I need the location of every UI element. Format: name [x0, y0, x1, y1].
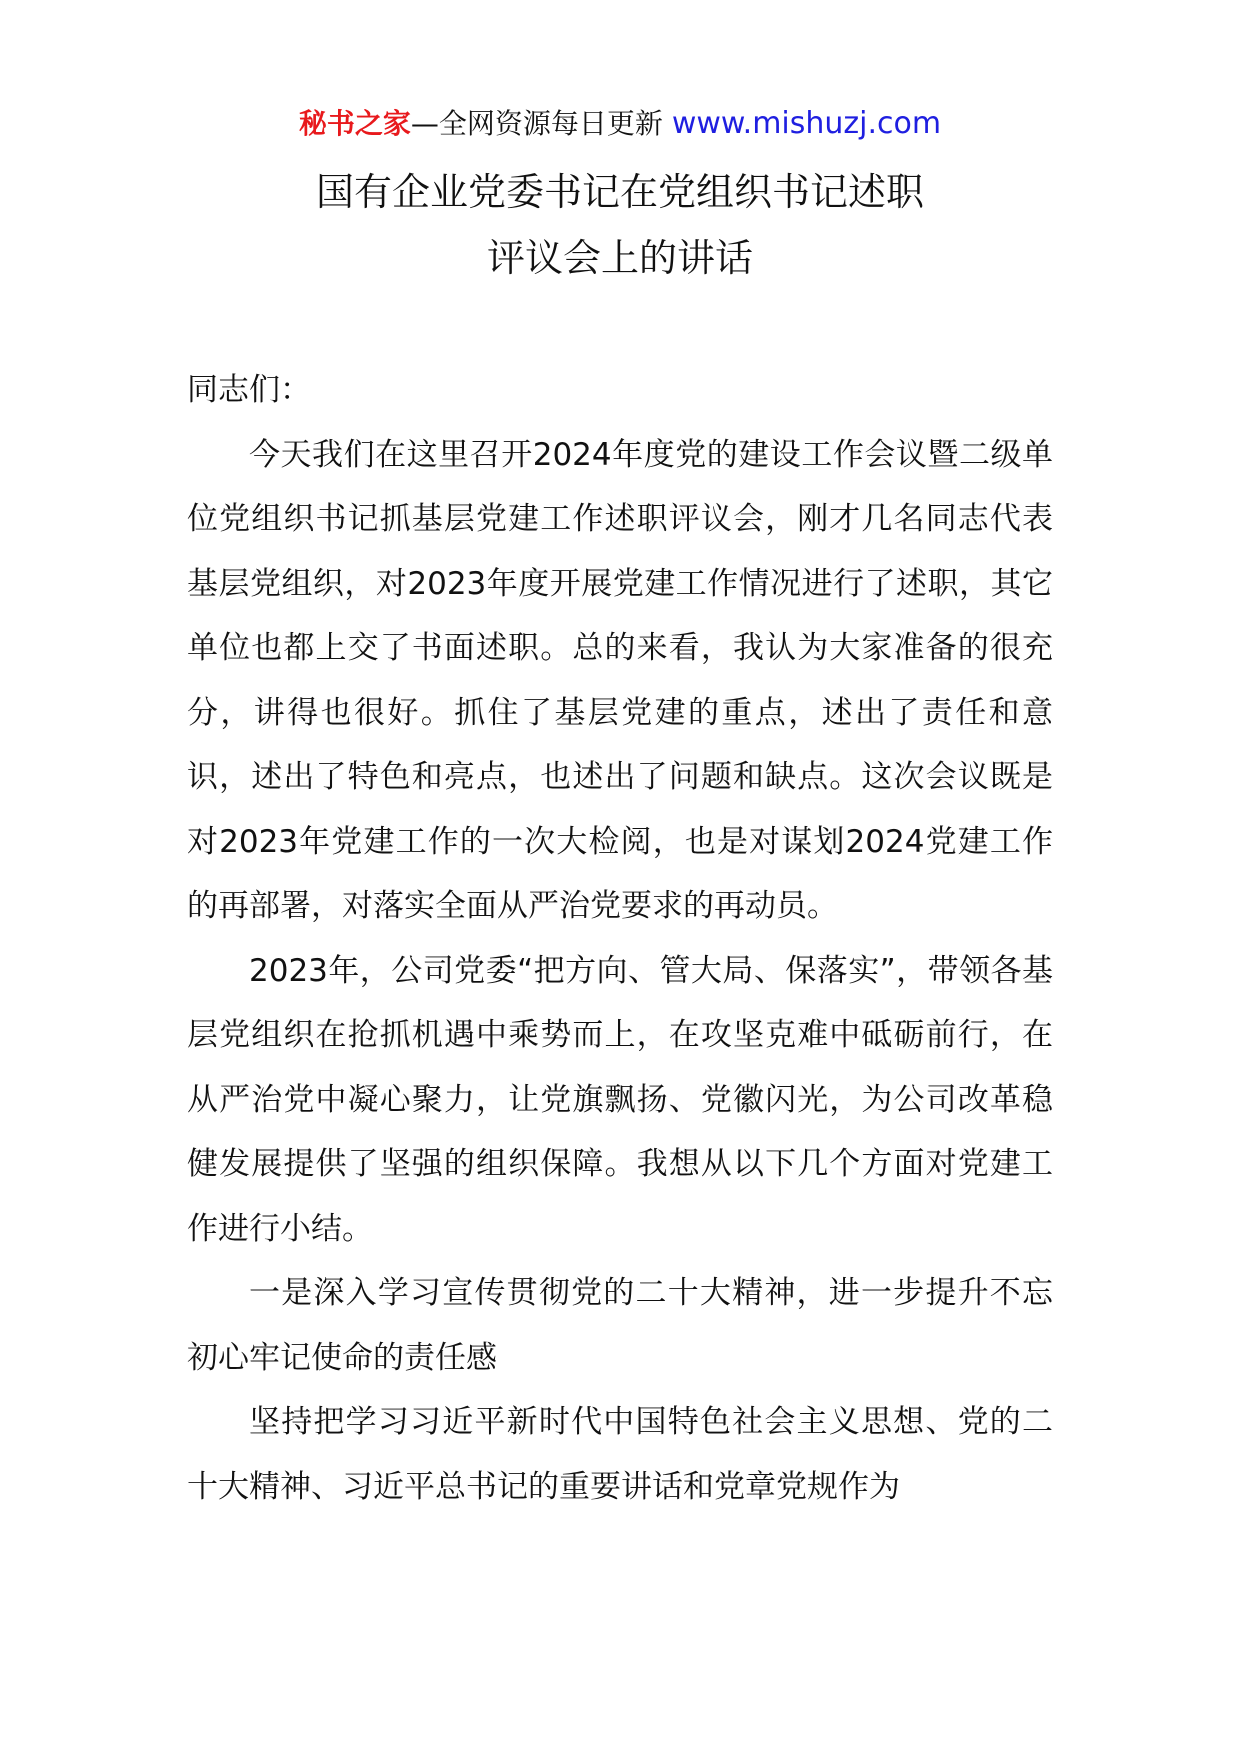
document-title-line-1: 国有企业党委书记在党组织书记述职 [315, 170, 924, 214]
site-url-link[interactable]: www.mishuzj.com [671, 106, 942, 141]
document-body [187, 358, 1053, 1519]
body-paragraph-2: 2023年，公司党委“把方向、管大局、保落实”，带领各基层党组织在抢抓机遇中乘势而上，在攻坚克难中砥砺前行，在从严治党中凝心聚力，让党旗飘扬、党徽闪光，为公司改革稳健发展提供了坚强的组织保障。我想从以下几个方面对党建工作进行小结。 [187, 952, 1053, 1247]
section-paragraph: 坚持把学习习近平新时代中国特色社会主义思想、党的二十大精神、习近平总书记的重要讲话和党章党规作为 [187, 1404, 1053, 1505]
brand-name: 秘书之家 [298, 107, 411, 140]
salutation: 同志们： [187, 372, 311, 408]
body-paragraph-1: 今天我们在这里召开2024年度党的建设工作会议暨二级单位党组织书记抓基层党建工作述职评议会，刚才几名同志代表基层党组织，对2023年度开展党建工作情况进行了述职，其它单位也都上交了书面述职。总的来看，我认为大家准备的很充分，讲得也很好。抓住了基层党建的重点，述出了责任和意识，述出了特色和亮点，也述出了问题和缺点。这次会议既是对2023年党建工作的一次大检阅，也是对谋划2024党建工作的再部署，对落实全面从严治党要求的再动员。 [187, 436, 1053, 924]
section-heading: 一是深入学习宣传贯彻党的二十大精神，进一步提升不忘初心牢记使命的责任感 [187, 1275, 1053, 1376]
document-title-line-2: 评议会上的讲话 [486, 236, 753, 280]
site-header [0, 104, 1240, 144]
header-tagline: —全网资源每日更新 [410, 107, 672, 140]
